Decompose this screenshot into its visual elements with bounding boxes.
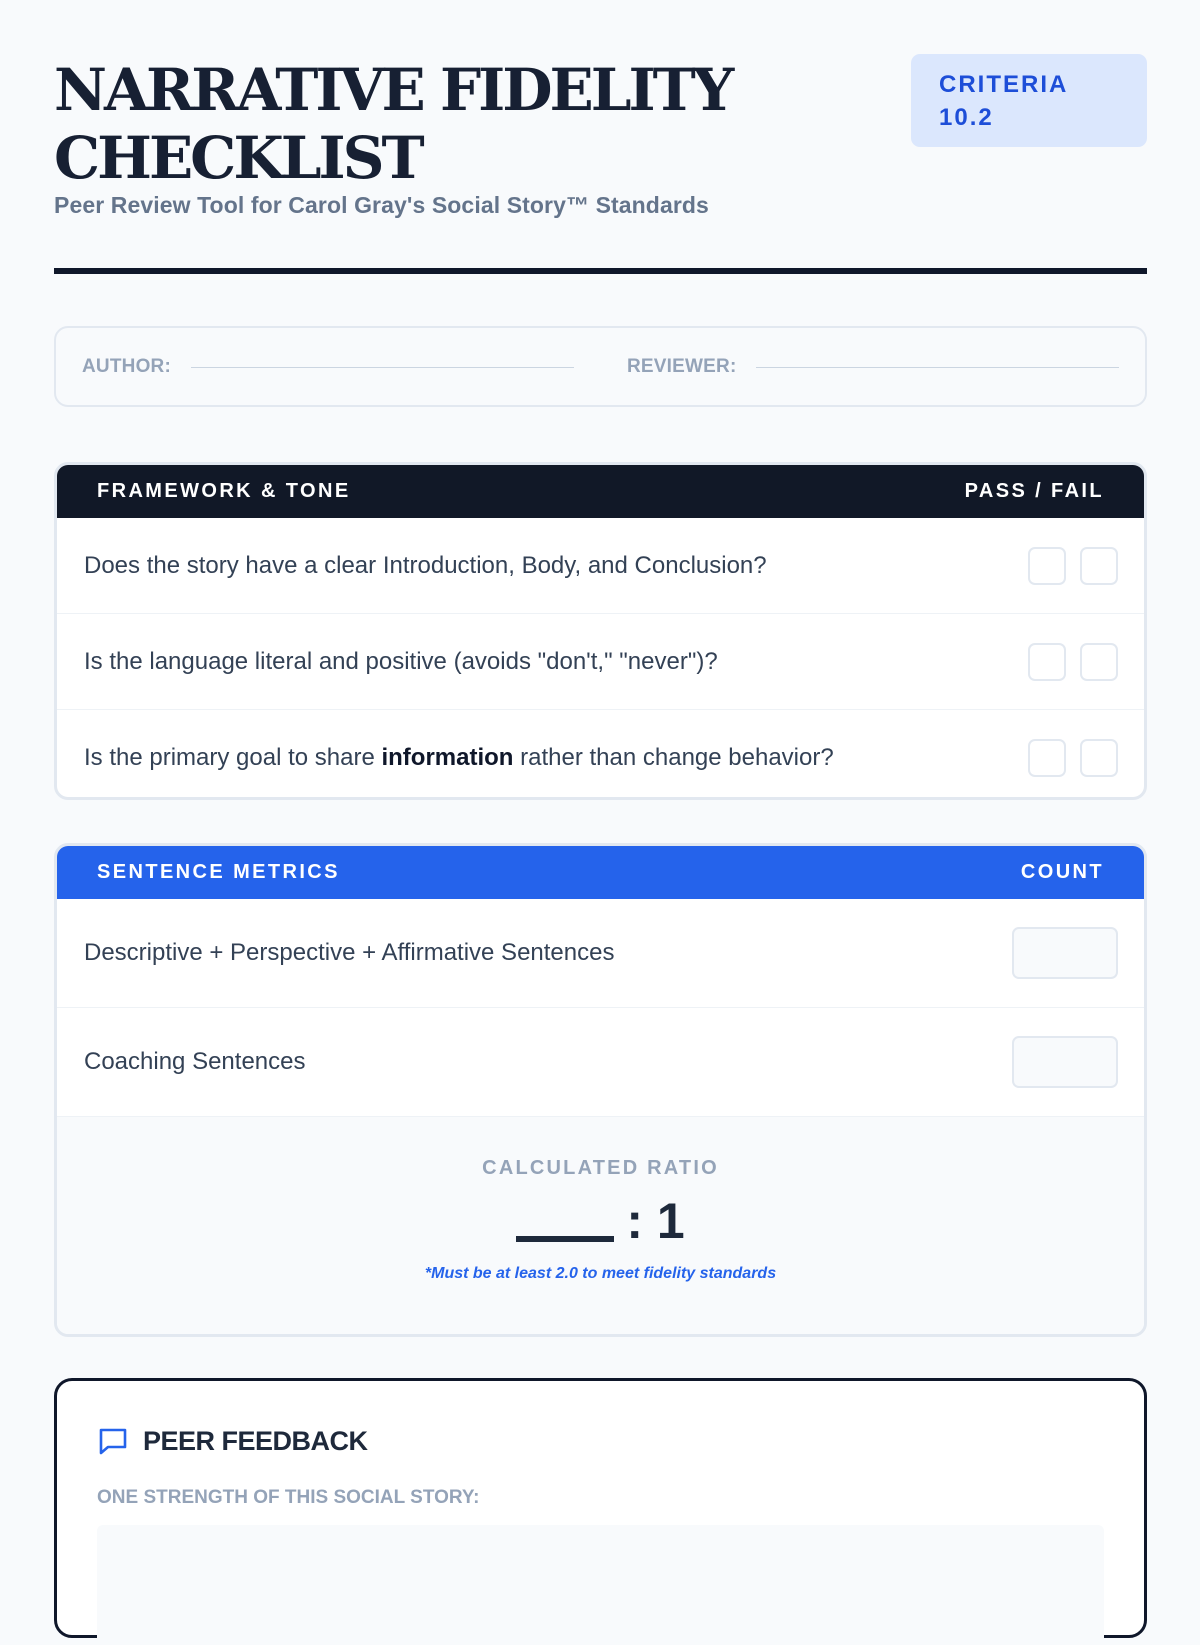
- framework-card-header: [57, 465, 1144, 518]
- count-column-label: COUNT: [1020, 861, 1104, 883]
- criteria-badge: [911, 54, 1147, 147]
- chat-bubble-icon: [97, 1425, 129, 1457]
- header-divider: [54, 268, 1147, 274]
- checklist-row: [57, 710, 1144, 800]
- question-text: Does the story have a clear Introduction, Body, and Conclusion?: [84, 551, 767, 579]
- ratio-note: *Must be at least 2.0 to meet fidelity standards: [424, 1265, 777, 1282]
- checklist-row: [57, 614, 1144, 710]
- question-emphasis: information: [381, 743, 514, 771]
- fail-checkbox[interactable]: [1080, 739, 1118, 777]
- author-input-line[interactable]: [191, 367, 574, 368]
- criteria-version: 10.2: [939, 104, 994, 131]
- author-reviewer-bar: [54, 326, 1147, 407]
- question-text-start: Is the primary goal to share: [84, 743, 382, 771]
- reviewer-input-line[interactable]: [756, 367, 1119, 368]
- count-input[interactable]: [1012, 1036, 1118, 1088]
- strength-textarea[interactable]: [97, 1525, 1104, 1645]
- page-header: [54, 50, 1147, 268]
- peer-feedback-card: [54, 1378, 1147, 1638]
- pass-fail-column-label: PASS / FAIL: [964, 480, 1104, 502]
- checklist-row: [57, 518, 1144, 614]
- question-text: Is the language literal and positive (avoids "don't," "never")?: [84, 647, 718, 675]
- pass-checkbox[interactable]: [1028, 547, 1066, 585]
- checklist-page: [54, 50, 1147, 1638]
- fail-checkbox[interactable]: [1080, 643, 1118, 681]
- ratio-blank-line[interactable]: [516, 1236, 614, 1242]
- fail-checkbox[interactable]: [1080, 547, 1118, 585]
- feedback-title: PEER FEEDBACK: [143, 1425, 368, 1456]
- feedback-header: [97, 1425, 1104, 1457]
- metric-row: [57, 899, 1144, 1008]
- question-text-end: rather than change behavior?: [513, 743, 834, 771]
- ratio-value: [57, 1192, 1144, 1250]
- count-input[interactable]: [1012, 927, 1118, 979]
- question-text: [84, 744, 834, 772]
- pass-fail-checks: [1028, 643, 1118, 681]
- reviewer-label: REVIEWER:: [627, 355, 737, 377]
- reviewer-field[interactable]: [627, 356, 1119, 378]
- page-subtitle: Peer Review Tool for Carol Gray's Social Story™ Standards: [54, 192, 709, 218]
- author-field[interactable]: [82, 356, 574, 378]
- page-title: NARRATIVE FIDELITY CHECKLIST: [54, 56, 732, 192]
- metric-label: Descriptive + Perspective + Affirmative Sentences: [84, 939, 615, 966]
- strength-prompt: ONE STRENGTH OF THIS SOCIAL STORY:: [97, 1487, 480, 1508]
- sentence-metrics-card: [54, 843, 1147, 1337]
- criteria-label: CRITERIA: [939, 71, 1069, 98]
- pass-checkbox[interactable]: [1028, 643, 1066, 681]
- metrics-card-title: SENTENCE METRICS: [97, 861, 340, 883]
- pass-fail-checks: [1028, 547, 1118, 585]
- framework-card-title: FRAMEWORK & TONE: [97, 480, 351, 502]
- metric-label: Coaching Sentences: [84, 1048, 306, 1075]
- ratio-suffix: : 1: [626, 1193, 685, 1249]
- metrics-card-header: [57, 846, 1144, 899]
- ratio-label: CALCULATED RATIO: [482, 1157, 719, 1179]
- ratio-panel: [57, 1117, 1144, 1337]
- author-label: AUTHOR:: [82, 355, 171, 377]
- metric-row: [57, 1008, 1144, 1117]
- pass-checkbox[interactable]: [1028, 739, 1066, 777]
- pass-fail-checks: [1028, 739, 1118, 777]
- framework-tone-card: [54, 462, 1147, 800]
